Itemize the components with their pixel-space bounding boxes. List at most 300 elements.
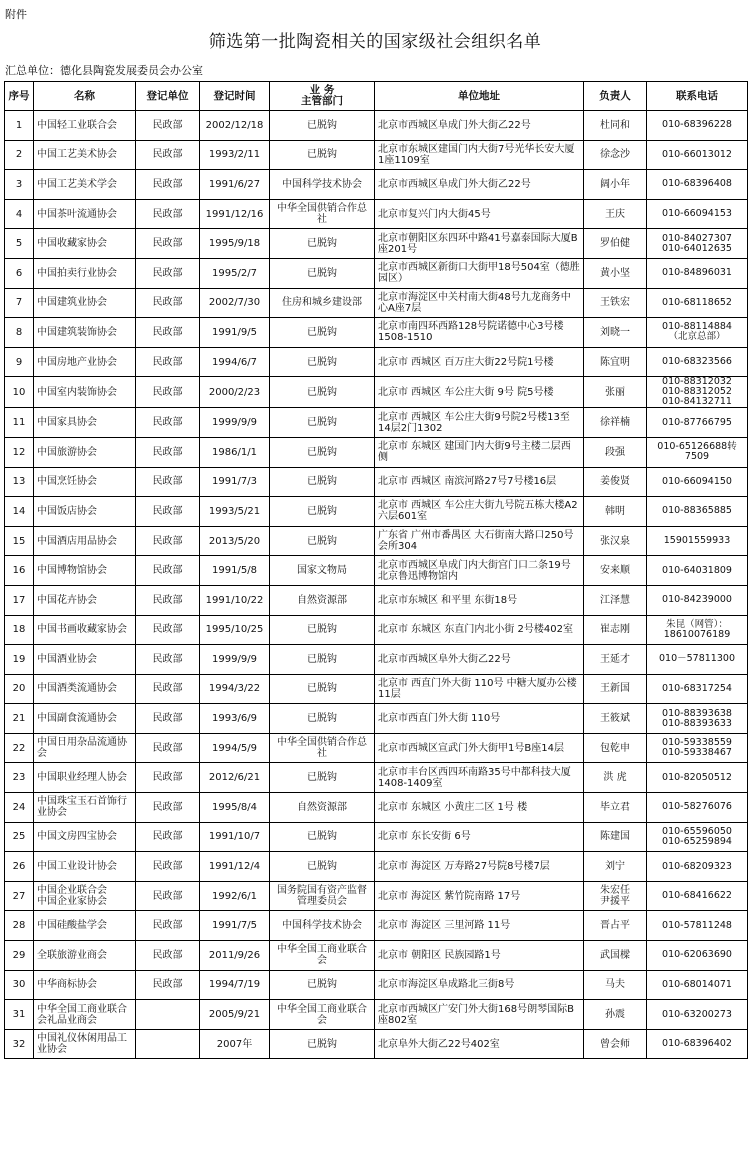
cell-address: 北京市海淀区阜成路北三街8号	[375, 970, 584, 1000]
cell-name: 中国旅游协会	[34, 437, 136, 467]
cell-no: 30	[5, 970, 34, 1000]
cell-reg-unit: 民政部	[136, 556, 200, 586]
col-header-address: 单位地址	[375, 82, 584, 111]
cell-address: 北京市西城区新街口大街甲18号504室（德胜园区）	[375, 258, 584, 288]
cell-dept: 已脱钩	[270, 437, 375, 467]
table-row	[5, 941, 748, 971]
cell-reg-unit: 民政部	[136, 585, 200, 615]
cell-phone: 010-82050512	[647, 763, 748, 793]
cell-phone: 朱昆（网管）： 18610076189	[647, 615, 748, 645]
cell-no: 23	[5, 763, 34, 793]
cell-reg-unit	[136, 1029, 200, 1059]
cell-reg-unit: 民政部	[136, 704, 200, 734]
cell-reg-time: 2005/9/21	[200, 1000, 270, 1030]
cell-address: 北京市复兴门内大街45号	[375, 199, 584, 229]
cell-leader: 江泽慧	[584, 585, 647, 615]
cell-address: 北京市西城区阜成门外大街乙22号	[375, 170, 584, 200]
cell-reg-unit: 民政部	[136, 852, 200, 882]
cell-name: 中国职业经理人协会	[34, 763, 136, 793]
cell-reg-time: 2012/6/21	[200, 763, 270, 793]
table-row	[5, 733, 748, 763]
cell-no: 6	[5, 258, 34, 288]
table-row	[5, 852, 748, 882]
cell-name: 中国茶叶流通协会	[34, 199, 136, 229]
cell-name: 中国房地产业协会	[34, 347, 136, 377]
cell-address: 北京市 西城区 车公庄大街九号院五栋大楼A2六层601室	[375, 497, 584, 527]
cell-reg-unit: 民政部	[136, 288, 200, 318]
cell-no: 11	[5, 408, 34, 438]
cell-no: 29	[5, 941, 34, 971]
table-row	[5, 822, 748, 852]
cell-reg-unit: 民政部	[136, 229, 200, 259]
table-row	[5, 170, 748, 200]
cell-reg-time: 2011/9/26	[200, 941, 270, 971]
cell-address: 北京市西城区阜成门外大街乙22号	[375, 111, 584, 141]
cell-reg-time: 1994/7/19	[200, 970, 270, 1000]
cell-dept: 已脱钩	[270, 970, 375, 1000]
cell-reg-unit: 民政部	[136, 970, 200, 1000]
table-row	[5, 318, 748, 348]
cell-reg-unit: 民政部	[136, 437, 200, 467]
cell-reg-time: 1991/5/8	[200, 556, 270, 586]
table-row	[5, 704, 748, 734]
cell-phone: 010-68014071	[647, 970, 748, 1000]
cell-no: 7	[5, 288, 34, 318]
table-row	[5, 911, 748, 941]
cell-address: 北京市 海淀区 三里河路 11号	[375, 911, 584, 941]
cell-reg-time: 1991/9/5	[200, 318, 270, 348]
cell-no: 10	[5, 377, 34, 408]
cell-name: 中国收藏家协会	[34, 229, 136, 259]
cell-reg-unit: 民政部	[136, 526, 200, 556]
cell-name: 中国酒类流通协会	[34, 674, 136, 704]
cell-dept: 中华全国工商业联合会	[270, 941, 375, 971]
cell-name: 中国建筑装饰协会	[34, 318, 136, 348]
cell-reg-time: 1993/5/21	[200, 497, 270, 527]
table-row	[5, 497, 748, 527]
cell-leader: 罗伯健	[584, 229, 647, 259]
cell-leader: 段强	[584, 437, 647, 467]
cell-reg-unit: 民政部	[136, 822, 200, 852]
cell-dept: 自然资源部	[270, 585, 375, 615]
cell-address: 北京市 朝阳区 民族园路1号	[375, 941, 584, 971]
cell-reg-unit: 民政部	[136, 170, 200, 200]
cell-dept: 已脱钩	[270, 111, 375, 141]
cell-reg-unit: 民政部	[136, 941, 200, 971]
cell-phone: 010-59338559 010-59338467	[647, 733, 748, 763]
col-header-reg-time: 登记时间	[200, 82, 270, 111]
cell-name: 中华全国工商业联合会礼品业商会	[34, 1000, 136, 1030]
cell-dept: 已脱钩	[270, 318, 375, 348]
cell-reg-time: 1995/2/7	[200, 258, 270, 288]
cell-name: 中国礼仪休闲用品工业协会	[34, 1029, 136, 1059]
table-row	[5, 408, 748, 438]
cell-name: 中国企业联合会 中国企业家协会	[34, 881, 136, 911]
cell-name: 中国工业设计协会	[34, 852, 136, 882]
col-header-no: 序号	[5, 82, 34, 111]
cell-dept: 已脱钩	[270, 347, 375, 377]
col-header-name: 名称	[34, 82, 136, 111]
cell-reg-unit: 民政部	[136, 645, 200, 675]
cell-address: 北京市 东城区 小黄庄二区 1号 楼	[375, 793, 584, 823]
table-row	[5, 645, 748, 675]
cell-leader: 王新国	[584, 674, 647, 704]
cell-leader: 刘晓一	[584, 318, 647, 348]
page-title: 筛选第一批陶瓷相关的国家级社会组织名单	[208, 32, 542, 52]
cell-phone: 010-88365885	[647, 497, 748, 527]
cell-address: 北京市海淀区中关村南大街48号九龙商务中心A座7层	[375, 288, 584, 318]
cell-phone: 010-68396228	[647, 111, 748, 141]
cell-reg-unit: 民政部	[136, 318, 200, 348]
table-row	[5, 1000, 748, 1030]
cell-leader: 曾会师	[584, 1029, 647, 1059]
cell-leader: 马夫	[584, 970, 647, 1000]
cell-address: 北京市丰台区西四环南路35号中都科技大厦1408-1409室	[375, 763, 584, 793]
cell-name: 中国文房四宝协会	[34, 822, 136, 852]
cell-phone: 010-84027307 010-64012635	[647, 229, 748, 259]
cell-address: 北京市 西城区 南滨河路27号7号楼16层	[375, 467, 584, 497]
cell-phone: 010-68396402	[647, 1029, 748, 1059]
cell-name: 中国珠宝玉石首饰行业协会	[34, 793, 136, 823]
cell-reg-unit: 民政部	[136, 733, 200, 763]
cell-no: 13	[5, 467, 34, 497]
cell-phone: 010-62063690	[647, 941, 748, 971]
cell-no: 1	[5, 111, 34, 141]
cell-no: 8	[5, 318, 34, 348]
cell-reg-unit: 民政部	[136, 674, 200, 704]
cell-leader: 晋占平	[584, 911, 647, 941]
attachment-label: 附件	[5, 8, 27, 21]
table-row	[5, 288, 748, 318]
cell-name: 中国工艺美术协会	[34, 140, 136, 170]
cell-reg-unit: 民政部	[136, 911, 200, 941]
cell-reg-time: 1999/9/9	[200, 645, 270, 675]
cell-name: 中国书画收藏家协会	[34, 615, 136, 645]
cell-reg-time: 1991/7/5	[200, 911, 270, 941]
cell-reg-time: 1991/12/16	[200, 199, 270, 229]
cell-dept: 自然资源部	[270, 793, 375, 823]
cell-address: 北京市东城区 和平里 东街18号	[375, 585, 584, 615]
cell-phone: 010-88312032 010-88312052 010-84132711	[647, 377, 748, 408]
cell-leader: 王铁宏	[584, 288, 647, 318]
cell-reg-unit: 民政部	[136, 408, 200, 438]
cell-leader: 张丽	[584, 377, 647, 408]
cell-leader: 孙震	[584, 1000, 647, 1030]
cell-reg-time: 1991/12/4	[200, 852, 270, 882]
table-row	[5, 970, 748, 1000]
cell-no: 31	[5, 1000, 34, 1030]
cell-no: 20	[5, 674, 34, 704]
cell-address: 北京市东城区建国门内大街7号光华长安大厦1座1109室	[375, 140, 584, 170]
cell-address: 北京市朝阳区东四环中路41号嘉泰国际大厦B座201号	[375, 229, 584, 259]
cell-name: 中国花卉协会	[34, 585, 136, 615]
cell-phone: 010-68209323	[647, 852, 748, 882]
cell-reg-time: 1991/10/22	[200, 585, 270, 615]
table-row	[5, 615, 748, 645]
cell-reg-unit: 民政部	[136, 347, 200, 377]
cell-address: 北京市 海淀区 紫竹院南路 17号	[375, 881, 584, 911]
table-row	[5, 347, 748, 377]
cell-no: 4	[5, 199, 34, 229]
table-body	[5, 111, 748, 1059]
cell-name: 中国轻工业联合会	[34, 111, 136, 141]
cell-reg-unit: 民政部	[136, 793, 200, 823]
cell-dept: 已脱钩	[270, 467, 375, 497]
cell-phone: 010-68317254	[647, 674, 748, 704]
cell-no: 32	[5, 1029, 34, 1059]
cell-leader: 张汉泉	[584, 526, 647, 556]
cell-name: 中国室内装饰协会	[34, 377, 136, 408]
cell-no: 2	[5, 140, 34, 170]
cell-reg-unit: 民政部	[136, 615, 200, 645]
col-header-reg-unit: 登记单位	[136, 82, 200, 111]
cell-dept: 中国科学技术协会	[270, 170, 375, 200]
cell-name: 全联旅游业商会	[34, 941, 136, 971]
cell-address: 北京市西城区宣武门外大街甲1号B座14层	[375, 733, 584, 763]
cell-phone: 010-63200273	[647, 1000, 748, 1030]
cell-address: 广东省 广州市番禺区 大石街南大路口250号会所304	[375, 526, 584, 556]
cell-reg-time: 2013/5/20	[200, 526, 270, 556]
cell-leader: 阔小年	[584, 170, 647, 200]
cell-dept: 住房和城乡建设部	[270, 288, 375, 318]
cell-address: 北京市南四环西路128号院诺德中心3号楼1508-1510	[375, 318, 584, 348]
cell-leader: 武国樑	[584, 941, 647, 971]
cell-address: 北京市西城区阜成门内大街宫门口二条19号北京鲁迅博物馆内	[375, 556, 584, 586]
col-header-phone: 联系电话	[647, 82, 748, 111]
cell-leader: 王筱斌	[584, 704, 647, 734]
table-row	[5, 467, 748, 497]
cell-phone: 010-66094153	[647, 199, 748, 229]
cell-phone: 010-68416622	[647, 881, 748, 911]
cell-reg-unit: 民政部	[136, 377, 200, 408]
cell-leader: 黄小坚	[584, 258, 647, 288]
cell-leader: 韩明	[584, 497, 647, 527]
cell-reg-time: 1995/8/4	[200, 793, 270, 823]
cell-address: 北京市 西直门外大街 110号 中糖大厦办公楼11层	[375, 674, 584, 704]
cell-name: 中国饭店协会	[34, 497, 136, 527]
cell-phone: 010-84239000	[647, 585, 748, 615]
cell-reg-unit: 民政部	[136, 111, 200, 141]
cell-reg-time: 1991/10/7	[200, 822, 270, 852]
cell-reg-unit: 民政部	[136, 497, 200, 527]
cell-reg-unit: 民政部	[136, 199, 200, 229]
cell-name: 中国硅酸盐学会	[34, 911, 136, 941]
table-row	[5, 377, 748, 408]
col-header-dept	[270, 82, 375, 111]
cell-name: 中国酒店用品协会	[34, 526, 136, 556]
cell-dept: 已脱钩	[270, 258, 375, 288]
cell-name: 中国日用杂品流通协会	[34, 733, 136, 763]
cell-leader: 姜俊贤	[584, 467, 647, 497]
cell-name: 中国博物馆协会	[34, 556, 136, 586]
cell-phone: 010-66013012	[647, 140, 748, 170]
cell-leader: 徐念沙	[584, 140, 647, 170]
cell-reg-unit: 民政部	[136, 140, 200, 170]
cell-reg-time: 1994/3/22	[200, 674, 270, 704]
table-row	[5, 199, 748, 229]
cell-reg-time: 2000/2/23	[200, 377, 270, 408]
cell-phone: 010-68118652	[647, 288, 748, 318]
cell-reg-unit	[136, 1000, 200, 1030]
cell-no: 15	[5, 526, 34, 556]
table-row	[5, 258, 748, 288]
table-row	[5, 556, 748, 586]
cell-phone: 010-84896031	[647, 258, 748, 288]
cell-name: 中国建筑业协会	[34, 288, 136, 318]
cell-reg-time: 2002/7/30	[200, 288, 270, 318]
cell-phone: 010-58276076	[647, 793, 748, 823]
cell-reg-time: 1993/2/11	[200, 140, 270, 170]
cell-dept: 已脱钩	[270, 763, 375, 793]
cell-leader: 毕立君	[584, 793, 647, 823]
cell-phone: 010-88393638 010-88393633	[647, 704, 748, 734]
cell-address: 北京市 东城区 东直门内北小街 2号楼402室	[375, 615, 584, 645]
summary-unit-line: 汇总单位：德化县陶瓷发展委员会办公室	[5, 64, 203, 77]
col-header-dept-line2: 主管部门	[301, 95, 343, 107]
cell-name: 中国酒业协会	[34, 645, 136, 675]
cell-no: 21	[5, 704, 34, 734]
cell-dept: 已脱钩	[270, 704, 375, 734]
table-row	[5, 140, 748, 170]
cell-dept: 已脱钩	[270, 229, 375, 259]
cell-leader: 刘宁	[584, 852, 647, 882]
cell-dept: 已脱钩	[270, 852, 375, 882]
table-row	[5, 793, 748, 823]
table-row	[5, 674, 748, 704]
cell-address: 北京市 海淀区 万寿路27号院8号楼7层	[375, 852, 584, 882]
cell-address: 北京市西城区阜外大街乙22号	[375, 645, 584, 675]
cell-dept: 已脱钩	[270, 497, 375, 527]
cell-reg-time: 1993/6/9	[200, 704, 270, 734]
cell-reg-time: 1994/5/9	[200, 733, 270, 763]
cell-dept: 国务院国有资产监督管理委员会	[270, 881, 375, 911]
cell-no: 9	[5, 347, 34, 377]
cell-reg-time: 1999/9/9	[200, 408, 270, 438]
cell-name: 中国拍卖行业协会	[34, 258, 136, 288]
cell-address: 北京市 西城区 车公庄大街9号院2号楼13至14层2门1302	[375, 408, 584, 438]
cell-no: 24	[5, 793, 34, 823]
cell-no: 19	[5, 645, 34, 675]
cell-leader: 陈宜明	[584, 347, 647, 377]
cell-phone: 010-88114884 （北京总部）	[647, 318, 748, 348]
cell-address: 北京市 西城区 车公庄大街 9号 院5号楼	[375, 377, 584, 408]
table-row	[5, 437, 748, 467]
col-header-dept-line1: 业 务	[309, 84, 335, 96]
cell-leader: 王延才	[584, 645, 647, 675]
cell-no: 12	[5, 437, 34, 467]
cell-dept: 已脱钩	[270, 645, 375, 675]
cell-no: 14	[5, 497, 34, 527]
cell-leader: 崔志刚	[584, 615, 647, 645]
cell-dept: 已脱钩	[270, 408, 375, 438]
cell-no: 16	[5, 556, 34, 586]
cell-leader: 王庆	[584, 199, 647, 229]
organization-table	[4, 81, 748, 1059]
cell-dept: 已脱钩	[270, 1029, 375, 1059]
cell-leader: 包乾申	[584, 733, 647, 763]
table-row	[5, 585, 748, 615]
cell-phone: 010-65126688转7509	[647, 437, 748, 467]
cell-address: 北京阜外大街乙22号402室	[375, 1029, 584, 1059]
cell-dept: 已脱钩	[270, 377, 375, 408]
cell-name: 中国烹饪协会	[34, 467, 136, 497]
cell-no: 3	[5, 170, 34, 200]
cell-leader: 杜同和	[584, 111, 647, 141]
cell-leader: 朱宏任 尹援平	[584, 881, 647, 911]
cell-leader: 洪 虎	[584, 763, 647, 793]
cell-address: 北京市 东城区 建国门内大街9号主楼二层西侧	[375, 437, 584, 467]
cell-dept: 中国科学技术协会	[270, 911, 375, 941]
cell-leader: 徐祥楠	[584, 408, 647, 438]
cell-phone: 010-68396408	[647, 170, 748, 200]
cell-no: 26	[5, 852, 34, 882]
cell-dept: 中华全国供销合作总社	[270, 733, 375, 763]
cell-address: 北京市西城区广安门外大街168号朗琴国际B座802室	[375, 1000, 584, 1030]
cell-phone: 010-64031809	[647, 556, 748, 586]
cell-reg-time: 1986/1/1	[200, 437, 270, 467]
table-row	[5, 1029, 748, 1059]
cell-name: 中华商标协会	[34, 970, 136, 1000]
cell-reg-unit: 民政部	[136, 467, 200, 497]
cell-reg-time: 1992/6/1	[200, 881, 270, 911]
cell-reg-time: 1991/7/3	[200, 467, 270, 497]
cell-leader: 安来顺	[584, 556, 647, 586]
cell-phone: 010-57811248	[647, 911, 748, 941]
cell-reg-time: 2007年	[200, 1029, 270, 1059]
table-row	[5, 229, 748, 259]
cell-reg-time: 1995/10/25	[200, 615, 270, 645]
table-row	[5, 763, 748, 793]
table-row	[5, 526, 748, 556]
cell-no: 22	[5, 733, 34, 763]
cell-reg-time: 1994/6/7	[200, 347, 270, 377]
cell-dept: 已脱钩	[270, 615, 375, 645]
cell-reg-time: 1991/6/27	[200, 170, 270, 200]
cell-dept: 中华全国工商业联合会	[270, 1000, 375, 1030]
cell-no: 5	[5, 229, 34, 259]
cell-reg-unit: 民政部	[136, 881, 200, 911]
cell-no: 25	[5, 822, 34, 852]
cell-dept: 已脱钩	[270, 674, 375, 704]
cell-reg-unit: 民政部	[136, 258, 200, 288]
cell-phone: 010-66094150	[647, 467, 748, 497]
cell-name: 中国工艺美术学会	[34, 170, 136, 200]
cell-phone: 010-65596050 010-65259894	[647, 822, 748, 852]
cell-dept: 国家文物局	[270, 556, 375, 586]
cell-dept: 中华全国供销合作总社	[270, 199, 375, 229]
cell-no: 17	[5, 585, 34, 615]
cell-name: 中国家具协会	[34, 408, 136, 438]
cell-reg-time: 2002/12/18	[200, 111, 270, 141]
cell-phone: 15901559933	[647, 526, 748, 556]
cell-phone: 010－57811300	[647, 645, 748, 675]
cell-dept: 已脱钩	[270, 526, 375, 556]
cell-name: 中国副食流通协会	[34, 704, 136, 734]
table-row	[5, 111, 748, 141]
cell-address: 北京市 西城区 百万庄大街22号院1号楼	[375, 347, 584, 377]
table-row	[5, 881, 748, 911]
cell-no: 18	[5, 615, 34, 645]
cell-address: 北京市 东长安街 6号	[375, 822, 584, 852]
cell-dept: 已脱钩	[270, 822, 375, 852]
cell-no: 28	[5, 911, 34, 941]
cell-no: 27	[5, 881, 34, 911]
cell-address: 北京市西直门外大街 110号	[375, 704, 584, 734]
table-header-row	[5, 82, 748, 111]
cell-reg-time: 1995/9/18	[200, 229, 270, 259]
cell-phone: 010-68323566	[647, 347, 748, 377]
col-header-leader: 负责人	[584, 82, 647, 111]
